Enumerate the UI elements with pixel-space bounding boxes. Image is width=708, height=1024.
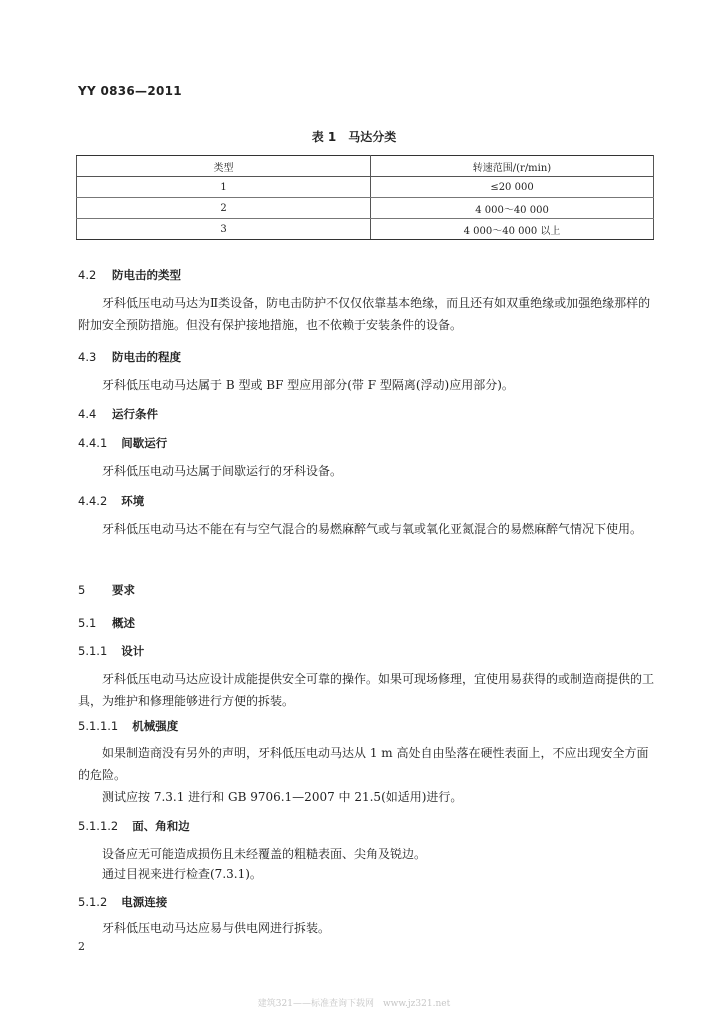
table-cell: 4 000～40 000 以上 bbox=[371, 219, 654, 240]
section-title: 设计 bbox=[121, 644, 145, 658]
section-5-1-1-1-text: 如果制造商没有另外的声明，牙科低压电动马达从 1 m 高处自由坠落在硬性表面上，不应出现安全方面的危险。 bbox=[78, 746, 649, 782]
table-row bbox=[77, 219, 654, 240]
section-title: 机械强度 bbox=[132, 719, 179, 733]
section-title: 要求 bbox=[112, 583, 135, 597]
section-4-4-1-text: 牙科低压电动马达属于间歇运行的牙科设备。 bbox=[102, 464, 343, 478]
table-cell: 2 bbox=[77, 198, 371, 219]
motor-classification-table bbox=[76, 155, 654, 240]
column-header-speed-range: 转速范围/(r/min) bbox=[371, 156, 654, 177]
section-5-1-2-text: 牙科低压电动马达应易与供电网进行拆装。 bbox=[102, 921, 331, 935]
section-title: 面、角和边 bbox=[132, 819, 190, 833]
section-4-4-2-text: 牙科低压电动马达不能在有与空气混合的易燃麻醉气或与氧或氧化亚氮混合的易燃麻醉气情况下使用。 bbox=[102, 522, 643, 536]
section-5-1-1-2-text: 设备应无可能造成损伤且未经覆盖的粗糙表面、尖角及锐边。 bbox=[102, 847, 427, 861]
section-4-2-text: 牙科低压电动马达为Ⅱ类设备，防电击防护不仅仅依靠基本绝缘，而且还有如双重绝缘或加强绝缘那样的附加安全预防措施。但没有保护接地措施，也不依赖于安装条件的设备。 bbox=[78, 296, 651, 332]
table-cell: ≤20 000 bbox=[371, 177, 654, 198]
section-title: 环境 bbox=[121, 494, 145, 508]
column-header-type: 类型 bbox=[77, 156, 371, 177]
section-heading-4-4-1 bbox=[78, 435, 167, 451]
section-5-1-1-2-test-text: 通过目视来进行检查(7.3.1)。 bbox=[102, 867, 262, 881]
section-title: 防电击的类型 bbox=[112, 268, 181, 282]
section-heading-4-3 bbox=[78, 349, 181, 365]
section-number: 4.3 bbox=[78, 350, 97, 364]
table-cell: 3 bbox=[77, 219, 371, 240]
section-number: 4.4 bbox=[78, 407, 97, 421]
table-header-row bbox=[77, 156, 654, 177]
section-title: 电源连接 bbox=[121, 895, 168, 909]
section-heading-5-1-1 bbox=[78, 643, 144, 659]
section-title: 间歇运行 bbox=[121, 436, 168, 450]
section-number: 5.1.2 bbox=[78, 895, 108, 909]
section-number: 4.4.2 bbox=[78, 494, 108, 508]
section-4-3-text: 牙科低压电动马达属于 B 型或 BF 型应用部分(带 F 型隔离(浮动)应用部分)。 bbox=[102, 378, 514, 392]
section-5-1-1-1-test-text: 测试应按 7.3.1 进行和 GB 9706.1—2007 中 21.5(如适用)进行。 bbox=[102, 790, 463, 804]
section-heading-5 bbox=[78, 582, 135, 598]
section-heading-4-4-2 bbox=[78, 493, 144, 509]
section-title: 概述 bbox=[112, 616, 135, 630]
table-caption: 表 1 马达分类 bbox=[311, 130, 397, 144]
table-cell: 4 000～40 000 bbox=[371, 198, 654, 219]
standard-code: YY 0836—2011 bbox=[78, 84, 182, 98]
section-number: 5.1.1.1 bbox=[78, 719, 119, 733]
section-number: 5 bbox=[78, 583, 86, 597]
section-heading-4-4 bbox=[78, 406, 158, 422]
section-number: 5.1 bbox=[78, 616, 97, 630]
section-heading-5-1-1-1 bbox=[78, 718, 178, 734]
section-heading-5-1-2 bbox=[78, 894, 167, 910]
table-cell: 1 bbox=[77, 177, 371, 198]
section-5-1-1-text: 牙科低压电动马达应设计成能提供安全可靠的操作。如果可现场修理，宜使用易获得的或制造商提供的工具，为维护和修理能够进行方便的拆装。 bbox=[78, 672, 655, 708]
page-number: 2 bbox=[78, 940, 85, 953]
section-number: 5.1.1 bbox=[78, 644, 108, 658]
table-row bbox=[77, 177, 654, 198]
section-heading-4-2 bbox=[78, 267, 181, 283]
section-number: 5.1.1.2 bbox=[78, 819, 119, 833]
table-row bbox=[77, 198, 654, 219]
watermark: 建筑321——标准查询下载网 www.jz321.net bbox=[257, 999, 451, 1009]
section-title: 防电击的程度 bbox=[112, 350, 181, 364]
section-number: 4.2 bbox=[78, 268, 97, 282]
section-heading-5-1-1-2 bbox=[78, 818, 190, 834]
section-number: 4.4.1 bbox=[78, 436, 108, 450]
section-title: 运行条件 bbox=[112, 407, 158, 421]
section-heading-5-1 bbox=[78, 615, 135, 631]
